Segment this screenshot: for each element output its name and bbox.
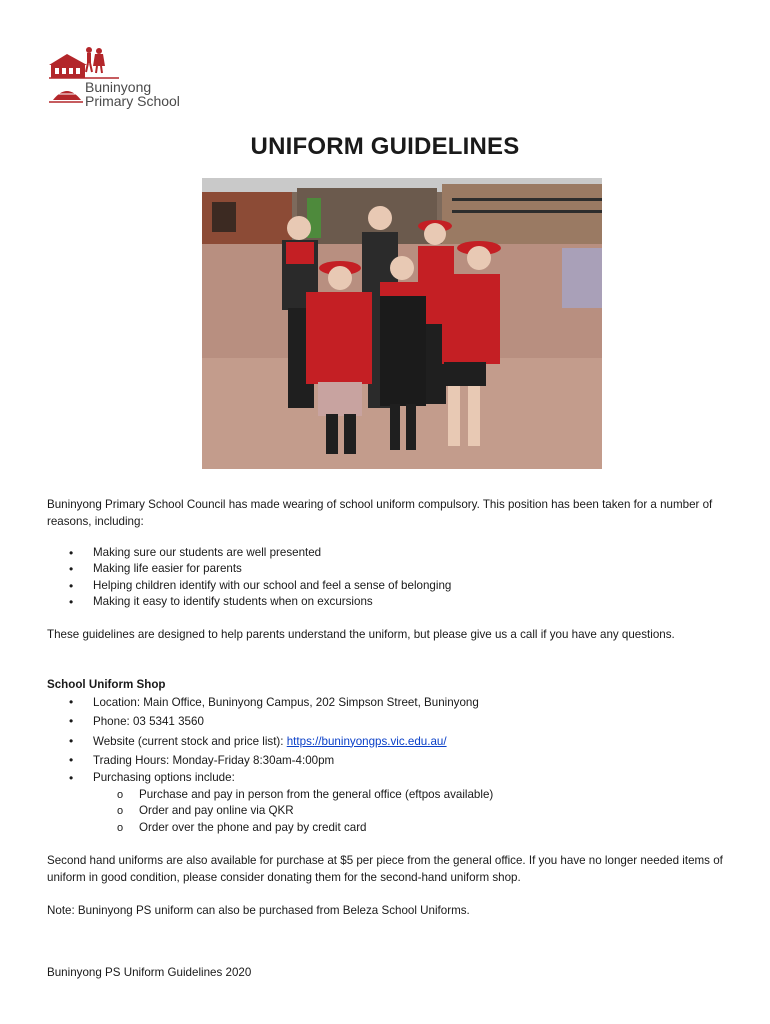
second-hand-paragraph: Second hand uniforms are also available for purchase at $5 per piece from the general office. If you have no longer needed items of uniform in good condition, please consider donating them for the second-hand uniform shop. — [47, 854, 723, 884]
beleza-note: Note: Buninyong PS uniform can also be purchased from Beleza School Uniforms. — [47, 904, 470, 917]
list-item: o Order and pay online via QKR — [93, 803, 493, 820]
intro-paragraph: Buninyong Primary School Council has made wearing of school uniform compulsory. This position has been taken for a number of reasons, including: — [47, 498, 713, 528]
shop-location: • Location: Main Office, Buninyong Campus, 202 Simpson Street, Buninyong — [47, 693, 493, 712]
guidelines-paragraph: These guidelines are designed to help parents understand the uniform, but please give us a call if you have any questions. — [47, 628, 675, 641]
reasons-list — [47, 545, 451, 610]
page-footer: Buninyong PS Uniform Guidelines 2020 — [47, 966, 252, 979]
list-item: • Making it easy to identify students when on excursions — [47, 594, 451, 610]
shop-info-list — [47, 693, 493, 836]
list-item: • Helping children identify with our school and feel a sense of belonging — [47, 578, 451, 594]
students-photo — [202, 178, 602, 469]
shop-hours: • Trading Hours: Monday-Friday 8:30am-4:00pm — [47, 751, 493, 770]
purchasing-label: Purchasing options include: — [93, 771, 235, 785]
website-link[interactable]: https://buninyongps.vic.edu.au/ — [286, 734, 447, 748]
school-logo — [49, 42, 195, 114]
shop-purchasing — [47, 770, 493, 836]
logo-line-2: Primary School — [85, 93, 180, 109]
page-title: UNIFORM GUIDELINES — [250, 133, 520, 160]
shop-website — [47, 732, 493, 751]
purchasing-options-list — [93, 787, 493, 837]
list-item: o Order over the phone and pay by credit card — [93, 820, 493, 837]
list-item: o Purchase and pay in person from the general office (eftpos available) — [93, 787, 493, 804]
shop-phone: • Phone: 03 5341 3560 — [47, 712, 493, 731]
list-item: • Making sure our students are well presented — [47, 545, 451, 561]
website-label: Website (current stock and price list): — [93, 734, 287, 748]
logo-line-1: Buninyong — [85, 79, 152, 95]
list-item: • Making life easier for parents — [47, 561, 451, 577]
logo-text — [85, 80, 180, 108]
shop-heading: School Uniform Shop — [47, 678, 166, 691]
